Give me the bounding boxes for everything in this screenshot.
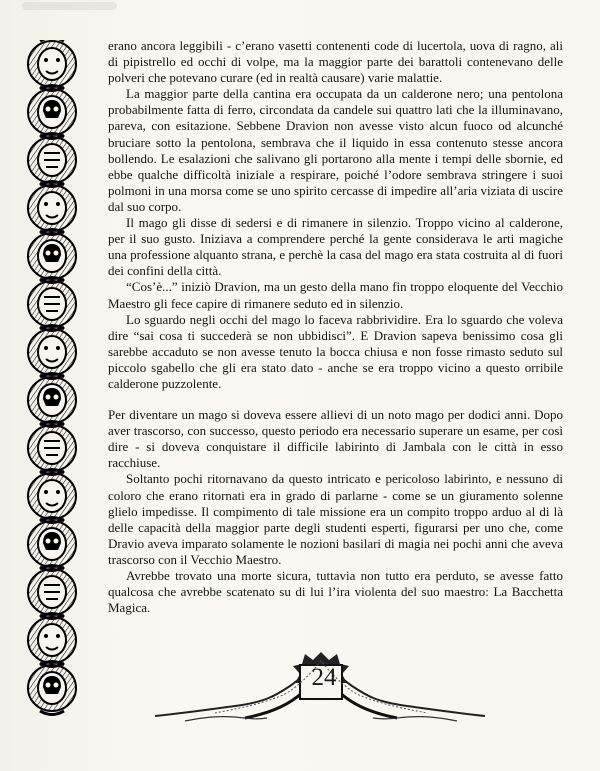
border-ornament-unit (28, 518, 76, 571)
border-ornament-unit (28, 566, 76, 619)
decorative-border-icon (22, 40, 82, 730)
paragraph: Soltanto pochi ritornavano da questo intricato e pericoloso labirinto, e nessuno di coloro che erano ritornati era in grado di parlarne - come se un giuramento solenne glielo impedisse. Il compimento di tale missione era un compito troppo arduo al di là delle capacità della maggior parte degli studenti esperti, figurarsi per uno che, come Dravio aveva imparato solamente le nozioni basilari di magia nei pochi anni che aveva trascorso con il Vecchio Maestro. (108, 471, 563, 567)
border-ornament-unit (28, 662, 76, 715)
page-number: 24 (311, 664, 337, 691)
border-ornament-unit (28, 470, 76, 523)
border-ornament-unit (28, 326, 76, 379)
paragraph: Il mago gli disse di sedersi e di rimanere in silenzio. Troppo vicino al calderone, per il suo gusto. Iniziava a comprendere perché la gente considerava le arti magiche una professione alquanto strana, e perchè la casa del mago era stata costruita al di fuori dei confini della città. (108, 215, 563, 279)
paragraph: Lo sguardo negli occhi del mago lo faceva rabbrividire. Era lo sguardo che voleva dire “sai cosa ti succederà se non ubbidisci”. E Dravion sapeva benissimo cosa gli sarebbe accaduto se non avesse tenuto la bocca chiusa e non fosse rimasto seduto sul piccolo sgabello che gli era stato dato - anche se era troppo vicino a questo orribile calderone puzzolente. (108, 311, 563, 391)
border-ornaments (28, 40, 76, 715)
paragraph: “Cos’è...” iniziò Dravion, ma un gesto della mano fin troppo eloquente del Vecchio Maestro gli fece capire di rimanere seduto ed in silenzio. (108, 279, 563, 311)
page-text (108, 38, 563, 616)
paragraph: Per diventare un mago si doveva essere allievi di un noto mago per dodici anni. Dopo aver trascorso, con successo, questo periodo era necessario superare un esame, per così dire - si doveva conquistare il difficile labirinto di Jambala con le città in esso racchiuse. (108, 407, 563, 471)
paragraph: Avrebbe trovato una morte sicura, tuttavia non tutto era perduto, se avesse fatto qualcosa che avrebbe scatenato su di lui l’ira violenta del suo maestro: La Bacchetta Magica. (108, 568, 563, 616)
border-ornament-unit (28, 278, 76, 331)
border-ornament-unit (28, 134, 76, 187)
border-ornament-unit (28, 614, 76, 667)
border-ornament-unit (28, 86, 76, 139)
paragraph: erano ancora leggibili - c’erano vasetti contenenti code di lucertola, uova di ragno, ali di pipistrello ed occhi di volpe, ma la maggior parte dei barattoli contenevano delle polveri che potevano curare (ed in realtà causare) varie malattie. (108, 38, 563, 86)
border-ornament-unit (28, 40, 76, 91)
border-ornament-unit (28, 374, 76, 427)
border-ornament-unit (28, 182, 76, 235)
border-ornament-unit (28, 422, 76, 475)
scan-smudge (22, 2, 117, 10)
border-ornament-unit (28, 230, 76, 283)
paragraph: La maggior parte della cantina era occupata da un calderone nero; una pentolona probabilmente fatta di ferro, circondata da candele sui quattro lati che la illuminavano, pareva, con esitazione. Sebbene Dravion non avesse visto alcun fuoco od alcunché bruciare sotto la pentolona, sembrava che il liquido in essa contenuto stesse ancora bollendo. Le esalazioni che salivano gli portarono alla mente i tempi delle sbornie, ed ebbe qualche difficoltà iniziale a respirare, poiché l’odore sembrava stringere i suoi polmoni in una morsa come se uno spirito cercasse di impedire all’aria viziata di uscire dal suo corpo. (108, 86, 563, 214)
